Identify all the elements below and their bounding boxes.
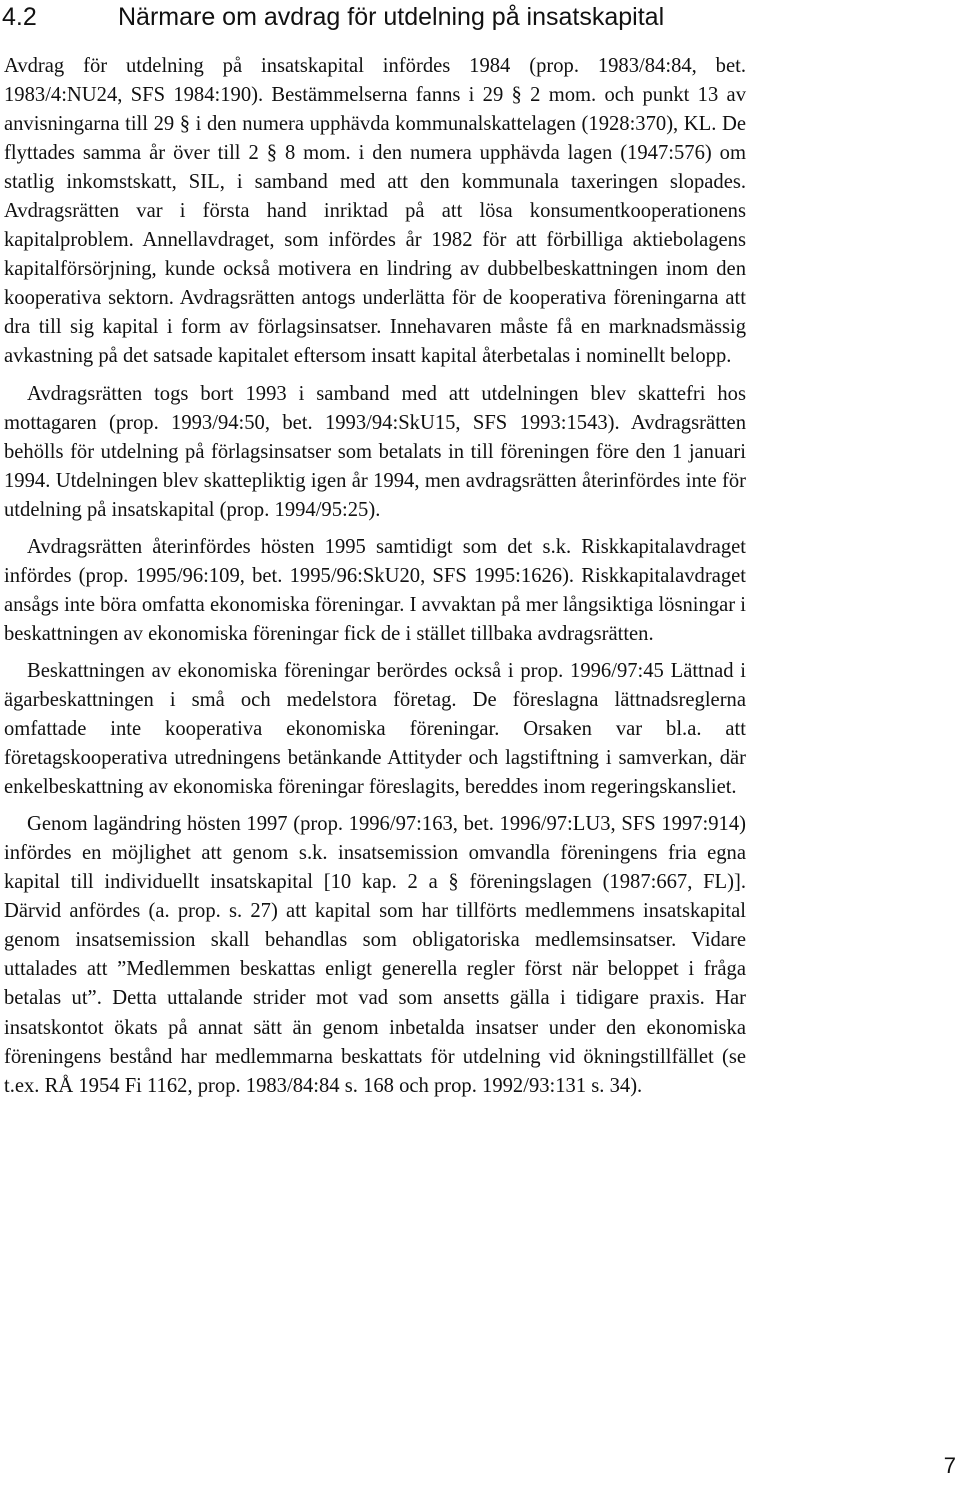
- paragraph-4: Beskattningen av ekonomiska föreningar berördes också i prop. 1996/97:45 Lättnad i ägarbeskattningen i små och medelstora företag. De föreslagna lättnadsreglerna omfattade inte kooperativa ekonomiska föreningar. Orsaken var bl.a. att företagskooperativa utredningens betänkande Attityder och lagstiftning i samverkan, där enkelbeskattning av ekonomiska föreningar föreslagits, bereddes inom regeringskansliet.: [4, 659, 746, 799]
- paragraph-3: Avdragsrätten återinfördes hösten 1995 samtidigt som det s.k. Riskkapitalavdraget infördes (prop. 1995/96:109, bet. 1995/96:SkU20, SFS 1995:1626). Riskkapitalavdraget ansågs inte böra omfatta ekonomiska föreningar. I avvaktan på mer långsiktiga lösningar i beskattningen av ekonomiska föreningar fick de i stället tillbaka avdragsrätten.: [4, 535, 746, 645]
- paragraph-5: Genom lagändring hösten 1997 (prop. 1996/97:163, bet. 1996/97:LU3, SFS 1997:914) infördes en möjlighet att genom s.k. insatsemission omvandla föreningens fria egna kapital till individuellt insatskapital [10 kap. 2 a § föreningslagen (1987:667, FL)]. Därvid anfördes (a. prop. s. 27) att kapital som har tillförts medlemmens insatskapital genom insatsemission skall behandlas som obligatoriska medlemsinsatser. Vidare uttalades att ”Medlemmen beskattas enligt generella regler först när beloppet i fråga betalas ut”. Detta uttalande strider mot vad som ansetts gälla i tidigare praxis. Har insatskontot ökats på annat sätt än genom inbetalda insatser under den ekonomiska föreningens bestånd har medlemmarna beskattats för utdelning vid ökningstillfället (se t.ex. RÅ 1954 Fi 1162, prop. 1983/84:84 s. 168 och prop. 1992/93:131 s. 34).: [4, 813, 746, 1097]
- paragraph-1: Avdrag för utdelning på insatskapital infördes 1984 (prop. 1983/84:84, bet. 1983/4:NU24, SFS 1984:190). Bestämmelserna fanns i 29 § 2 mom. och punkt 13 av anvisningarna till 29 § i den numera upphävda kommunalskattelagen (1928:370), KL. De flyttades samma år över till 2 § 8 mom. i den numera upphävda lagen (1947:576) om statlig inkomstskatt, SIL, i samband med att den kommunala taxeringen slopades. Avdragsrätten var i första hand inriktad på att lösa konsumentkooperationens kapitalproblem. Annellavdraget, som infördes år 1982 för att förbilliga aktiebolagens kapitalförsörjning, kunde också motivera en lindring av dubbelbeskattningen inom den kooperativa sektorn. Avdragsrätten antogs underlätta för de kooperativa föreningarna att dra till sig kapital i form av förlagsinsatser. Innehavaren måste få en marknadsmässig avkastning på det satsade kapitalet eftersom insatt kapital återbetalas i nominellt belopp.: [4, 55, 746, 368]
- section-title: Närmare om avdrag för utdelning på insatskapital: [118, 3, 665, 31]
- section-heading: [2, 0, 942, 34]
- paragraph-2: Avdragsrätten togs bort 1993 i samband med att utdelningen blev skattefri hos mottagaren (prop. 1993/94:50, bet. 1993/94:SkU15, SFS 1993:1543). Avdragsrätten behölls för utdelning på förlagsinsatser som betalats in till föreningen före den 1 januari 1994. Utdelningen blev skattepliktig igen år 1994, men avdragsrätten återinfördes inte för utdelning på insatskapital (prop. 1994/95:25).: [4, 382, 746, 521]
- body-text: [4, 52, 746, 1101]
- section-number: 4.2: [2, 3, 37, 31]
- page-number: 7: [943, 1453, 956, 1478]
